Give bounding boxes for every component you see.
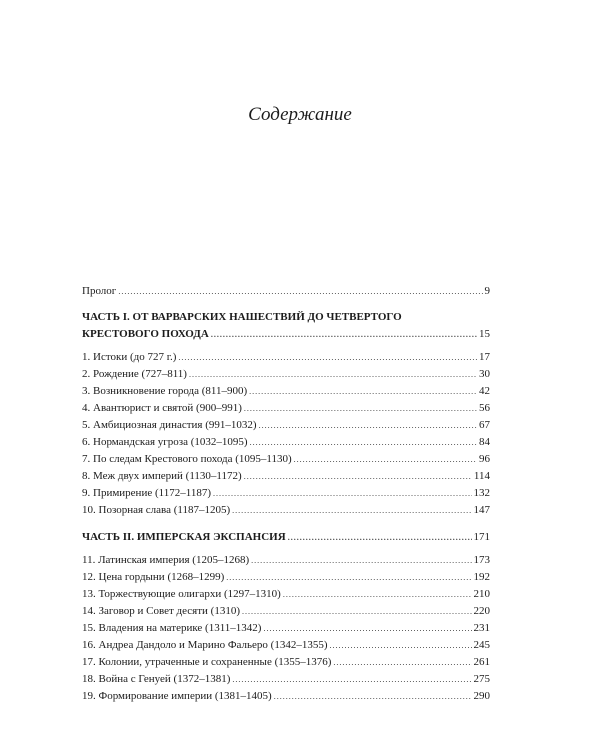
toc-entry-chapter[interactable]: [82, 654, 490, 671]
toc-entry-label: 9. Примирение (1172–1187): [82, 487, 211, 499]
toc-entry-chapter[interactable]: [82, 586, 490, 603]
toc-entry-chapter[interactable]: [82, 383, 490, 400]
toc-entry-label: Пролог: [82, 285, 117, 297]
toc-entry-page: 220: [473, 605, 490, 617]
toc-entry-label: 18. Война с Генуей (1372–1381): [82, 673, 231, 685]
leader-dots: [213, 485, 472, 502]
toc-entry-page: 245: [473, 639, 490, 651]
toc-entry-label: 13. Торжествующие олигархи (1297–1310): [82, 588, 281, 600]
part-heading-row: [82, 326, 490, 343]
toc-entry-page: 56: [479, 402, 490, 414]
toc-entry-page: 231: [473, 622, 490, 634]
leader-dots: [232, 502, 471, 519]
leader-dots: [226, 569, 471, 586]
toc-entry-chapter[interactable]: [82, 468, 490, 485]
toc-entry-page: 67: [479, 419, 490, 431]
toc-entry-label: 12. Цена гордыни (1268–1299): [82, 571, 225, 583]
toc-entry-page: 114: [473, 470, 490, 482]
toc-entry-label: 14. Заговор и Совет десяти (1310): [82, 605, 241, 617]
leader-dots: [263, 620, 471, 637]
toc-entry-page: 84: [479, 436, 490, 448]
toc-entry-label: 7. По следам Крестового похода (1095–1130): [82, 453, 292, 465]
toc-entry-label: 19. Формирование империи (1381–1405): [82, 690, 272, 702]
leader-dots: [330, 637, 472, 654]
toc-entry-chapter[interactable]: [82, 569, 490, 586]
toc-entry-label: 15. Владения на материке (1311–1342): [82, 622, 262, 634]
toc-entry-chapter[interactable]: [82, 688, 490, 705]
toc-entry-page: 30: [479, 368, 490, 380]
toc-entry-page: 96: [479, 453, 490, 465]
toc-entry-label: 11. Латинская империя (1205–1268): [82, 554, 250, 566]
leader-dots: [244, 400, 477, 417]
toc-entry-chapter[interactable]: [82, 451, 490, 468]
toc-entry-label: 6. Нормандская угроза (1032–1095): [82, 436, 248, 448]
toc-entry-page: 173: [473, 554, 490, 566]
toc-entry-label: 2. Рождение (727–811): [82, 368, 187, 380]
page-title: Содержание: [248, 104, 352, 125]
toc-entry-label: 8. Меж двух империй (1130–1172): [82, 470, 242, 482]
toc-entry-label: 3. Возникновение города (811–900): [82, 385, 248, 397]
toc-entry-page: 192: [473, 571, 490, 583]
leader-dots: [251, 552, 471, 569]
table-of-contents: [82, 283, 490, 705]
toc-entry-chapter[interactable]: [82, 502, 490, 519]
toc-entry-chapter[interactable]: [82, 349, 490, 366]
toc-entry-chapter[interactable]: [82, 552, 490, 569]
toc-entry-page: 261: [473, 656, 490, 668]
part-heading-2[interactable]: [82, 529, 490, 546]
leader-dots: [189, 366, 477, 383]
part-heading-line: ЧАСТЬ I. ОТ ВАРВАРСКИХ НАШЕСТВИЙ ДО ЧЕТВЕРТОГО: [82, 311, 402, 323]
toc-entry-chapter[interactable]: [82, 671, 490, 688]
part-heading-page: 171: [473, 531, 490, 543]
toc-entry-label: 10. Позорная слава (1187–1205): [82, 504, 231, 516]
part-heading-1[interactable]: [82, 309, 490, 343]
part-heading-page: 15: [479, 328, 490, 340]
leader-dots: [249, 383, 477, 400]
toc-entry-page: 275: [473, 673, 490, 685]
toc-entry-chapter[interactable]: [82, 366, 490, 383]
leader-dots: [211, 326, 477, 343]
part-heading-line: КРЕСТОВОГО ПОХОДА: [82, 328, 209, 340]
toc-entry-chapter[interactable]: [82, 620, 490, 637]
part2-chapter-list: [82, 552, 490, 705]
toc-entry-page: 147: [473, 504, 490, 516]
toc-entry-label: 5. Амбициозная династия (991–1032): [82, 419, 257, 431]
leader-dots: [288, 529, 472, 546]
leader-dots: [274, 688, 472, 705]
leader-dots: [232, 671, 471, 688]
leader-dots: [118, 283, 482, 300]
toc-entry-chapter[interactable]: [82, 485, 490, 502]
leader-dots: [294, 451, 477, 468]
toc-entry-chapter[interactable]: [82, 603, 490, 620]
toc-entry-page: 9: [484, 285, 490, 297]
toc-entry-label: 4. Авантюрист и святой (900–991): [82, 402, 242, 414]
toc-entry-chapter[interactable]: [82, 434, 490, 451]
leader-dots: [333, 654, 471, 671]
leader-dots: [242, 603, 471, 620]
toc-entry-chapter[interactable]: [82, 417, 490, 434]
toc-entry-chapter[interactable]: [82, 637, 490, 654]
leader-dots: [250, 434, 477, 451]
part1-chapter-list: [82, 349, 490, 519]
part-heading-line: ЧАСТЬ II. ИМПЕРСКАЯ ЭКСПАНСИЯ: [82, 531, 286, 543]
toc-entry-chapter[interactable]: [82, 400, 490, 417]
leader-dots: [259, 417, 477, 434]
toc-entry-page: 210: [473, 588, 490, 600]
toc-entry-label: 1. Истоки (до 727 г.): [82, 351, 177, 363]
toc-entry-page: 17: [479, 351, 490, 363]
toc-entry-page: 42: [479, 385, 490, 397]
leader-dots: [178, 349, 477, 366]
toc-entry-page: 290: [473, 690, 490, 702]
toc-entry-page: 132: [473, 487, 490, 499]
toc-entry-prolog[interactable]: [82, 283, 490, 300]
leader-dots: [244, 468, 472, 485]
toc-entry-label: 16. Андреа Дандоло и Марино Фальеро (1342–1355): [82, 639, 328, 651]
toc-entry-label: 17. Колонии, утраченные и сохраненные (1355–1376): [82, 656, 332, 668]
leader-dots: [283, 586, 472, 603]
